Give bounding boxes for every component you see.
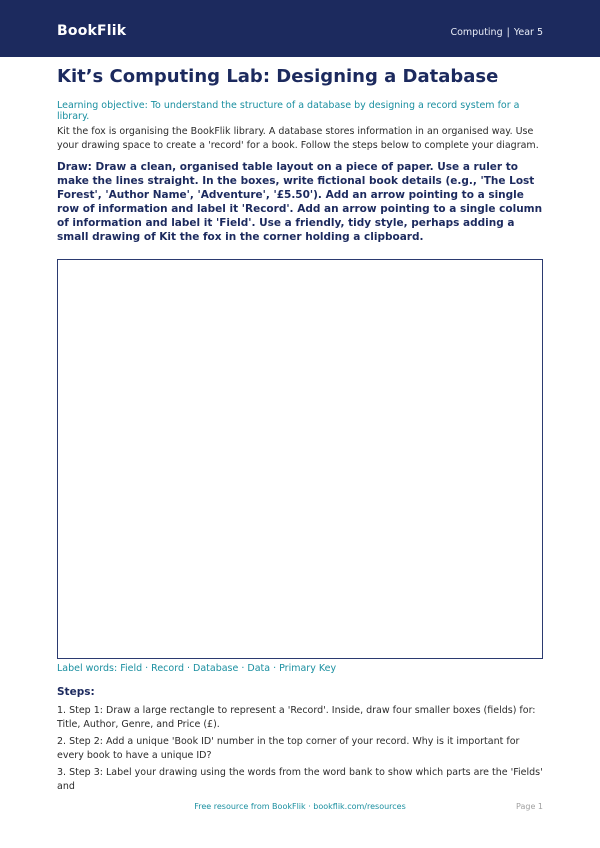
header-meta: [450, 27, 543, 38]
intro-paragraph: Kit the fox is organising the BookFlik library. A database stores information in an organised way. Use your drawing space to create a 'record' for a book. Follow the steps below to complete your diagram.: [57, 126, 539, 151]
header-bar: [0, 0, 600, 57]
label-word: Field: [120, 663, 143, 674]
learning-objective: Learning objective: To understand the structure of a database by designing a record system for a library.: [57, 100, 520, 122]
page-number: Page 1: [516, 802, 543, 811]
label-words: Label words: Field · Record · Database · Data · Primary Key: [57, 663, 337, 674]
label-word: Database: [193, 663, 239, 674]
label-word: Record: [151, 663, 184, 674]
year-label: Year 5: [513, 27, 543, 38]
step-item: 3. Step 3: Label your drawing using the words from the word bank to show which parts are the 'Fields' and: [57, 767, 543, 792]
step-item: 1. Step 1: Draw a large rectangle to represent a 'Record'. Inside, draw four smaller boxes (fields) for: Title, Author, Genre, and Price (£).: [57, 705, 536, 730]
label-words-prefix: Label words:: [57, 663, 118, 674]
steps-heading: Steps:: [57, 686, 95, 698]
drawing-area: [57, 259, 543, 659]
brand-logo: BookFlik: [57, 23, 127, 39]
subject-label: Computing: [450, 27, 503, 38]
footer-link[interactable]: Free resource from BookFlik · bookflik.com/resources: [194, 802, 406, 811]
label-word: Primary Key: [279, 663, 337, 674]
steps-list: [57, 704, 547, 792]
step-item: 2. Step 2: Add a unique 'Book ID' number in the top corner of your record. Why is it important for every book to have a unique ID?: [57, 736, 520, 761]
label-word: Data: [247, 663, 271, 674]
draw-instruction: Draw: Draw a clean, organised table layout on a piece of paper. Use a ruler to make the lines straight. In the boxes, write fictional book details (e.g., 'The Lost Forest', 'Author Name', 'Adventure', '£5.50'). Add an arrow pointing to a single row of information and label it 'Record'. Add an arrow pointing to a single column of information and label it 'Field'. Use a friendly, tidy style, perhaps adding a small drawing of Kit the fox in the corner holding a clipboard.: [57, 161, 543, 243]
separator: |: [506, 27, 510, 38]
page-title: Kit’s Computing Lab: Designing a Database: [57, 66, 499, 87]
